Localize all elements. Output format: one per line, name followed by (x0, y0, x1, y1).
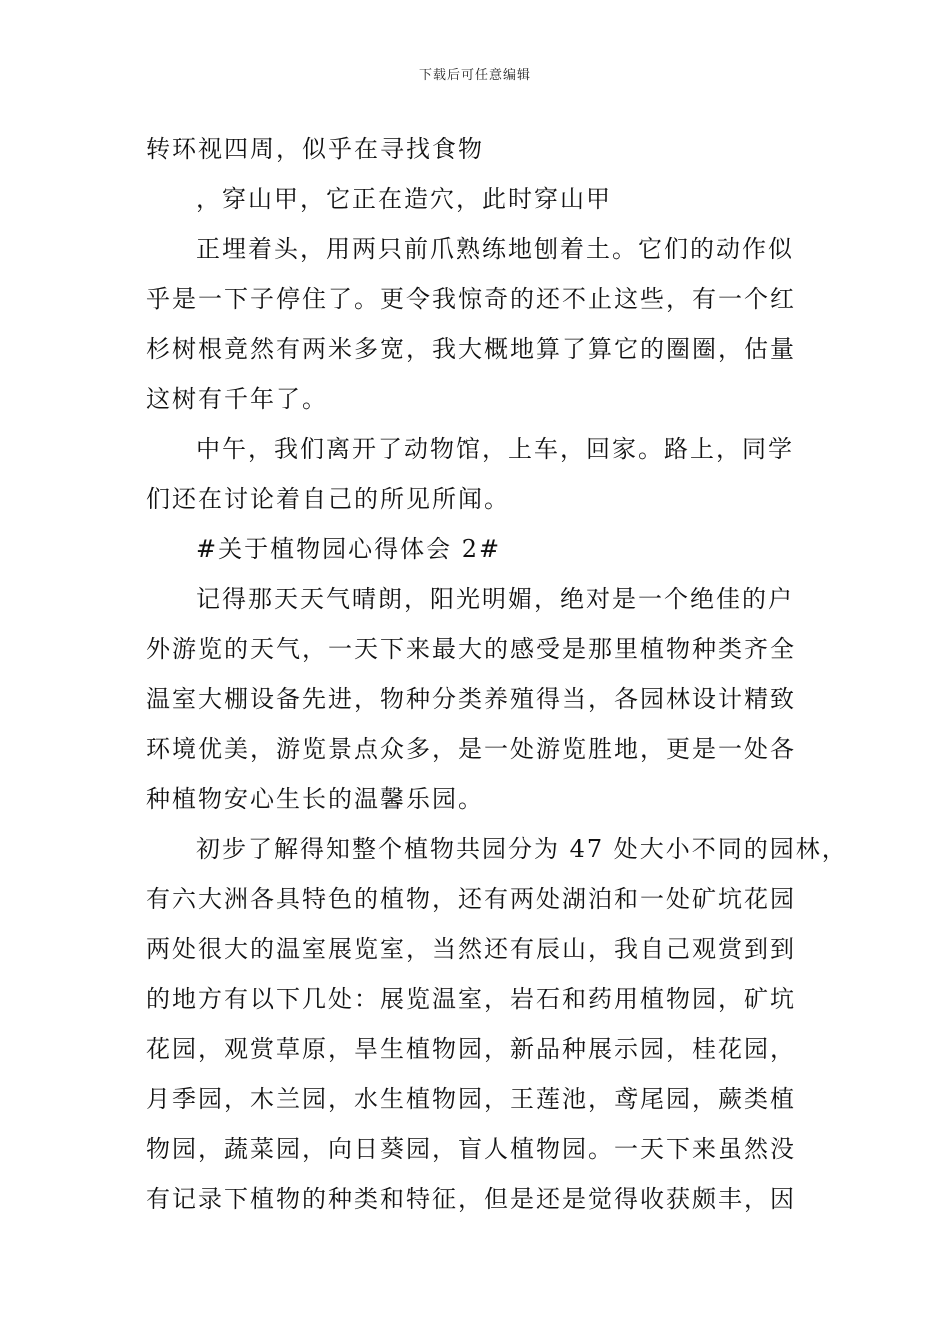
text-line: 种植物安心生长的温馨乐园。 (146, 785, 484, 813)
text-line: 物园，蔬菜园，向日葵园，盲人植物园。一天下来虽然没 (146, 1135, 796, 1163)
text-line: ，穿山甲，它正在造穴，此时穿山甲 (196, 185, 612, 213)
text-line: 记得那天天气晴朗，阳光明媚，绝对是一个绝佳的户 (196, 585, 794, 613)
text-line: 有六大洲各具特色的植物，还有两处湖泊和一处矿坑花园 (146, 885, 796, 913)
text-line: 这树有千年了。 (146, 385, 328, 413)
text-line: 温室大棚设备先进，物种分类养殖得当，各园林设计精致 (146, 685, 796, 713)
text-line: 们还在讨论着自己的所见所闻。 (146, 485, 510, 513)
text-line: 乎是一下子停住了。更令我惊奇的还不止这些，有一个红 (146, 285, 796, 313)
text-line: 转环视四周，似乎在寻找食物 (146, 135, 484, 163)
text-line: 花园，观赏草原，旱生植物园，新品种展示园，桂花园， (146, 1035, 796, 1063)
text-line: 环境优美，游览景点众多，是一处游览胜地，更是一处各 (146, 735, 796, 763)
page-header: 下载后可任意编辑 (418, 68, 531, 83)
text-line: 正埋着头，用两只前爪熟练地刨着土。它们的动作似 (196, 235, 794, 263)
text-line: 中午，我们离开了动物馆，上车，回家。路上，同学 (196, 435, 794, 463)
text-line: 杉树根竟然有两米多宽，我大概地算了算它的圈圈，估量 (146, 335, 796, 363)
text-line: 初步了解得知整个植物共园分为 47 处大小不同的园林， (196, 835, 848, 863)
text-line: 的地方有以下几处：展览温室，岩石和药用植物园，矿坑 (146, 985, 796, 1013)
text-line: #关于植物园心得体会 2# (196, 535, 502, 563)
text-line: 外游览的天气，一天下来最大的感受是那里植物种类齐全 (146, 635, 796, 663)
text-line: 月季园，木兰园，水生植物园，王莲池，鸢尾园，蕨类植 (146, 1085, 796, 1113)
text-line: 有记录下植物的种类和特征，但是还是觉得收获颇丰，因 (146, 1185, 796, 1213)
document-body (146, 124, 848, 1224)
text-line: 两处很大的温室展览室，当然还有辰山，我自己观赏到到 (146, 935, 796, 963)
